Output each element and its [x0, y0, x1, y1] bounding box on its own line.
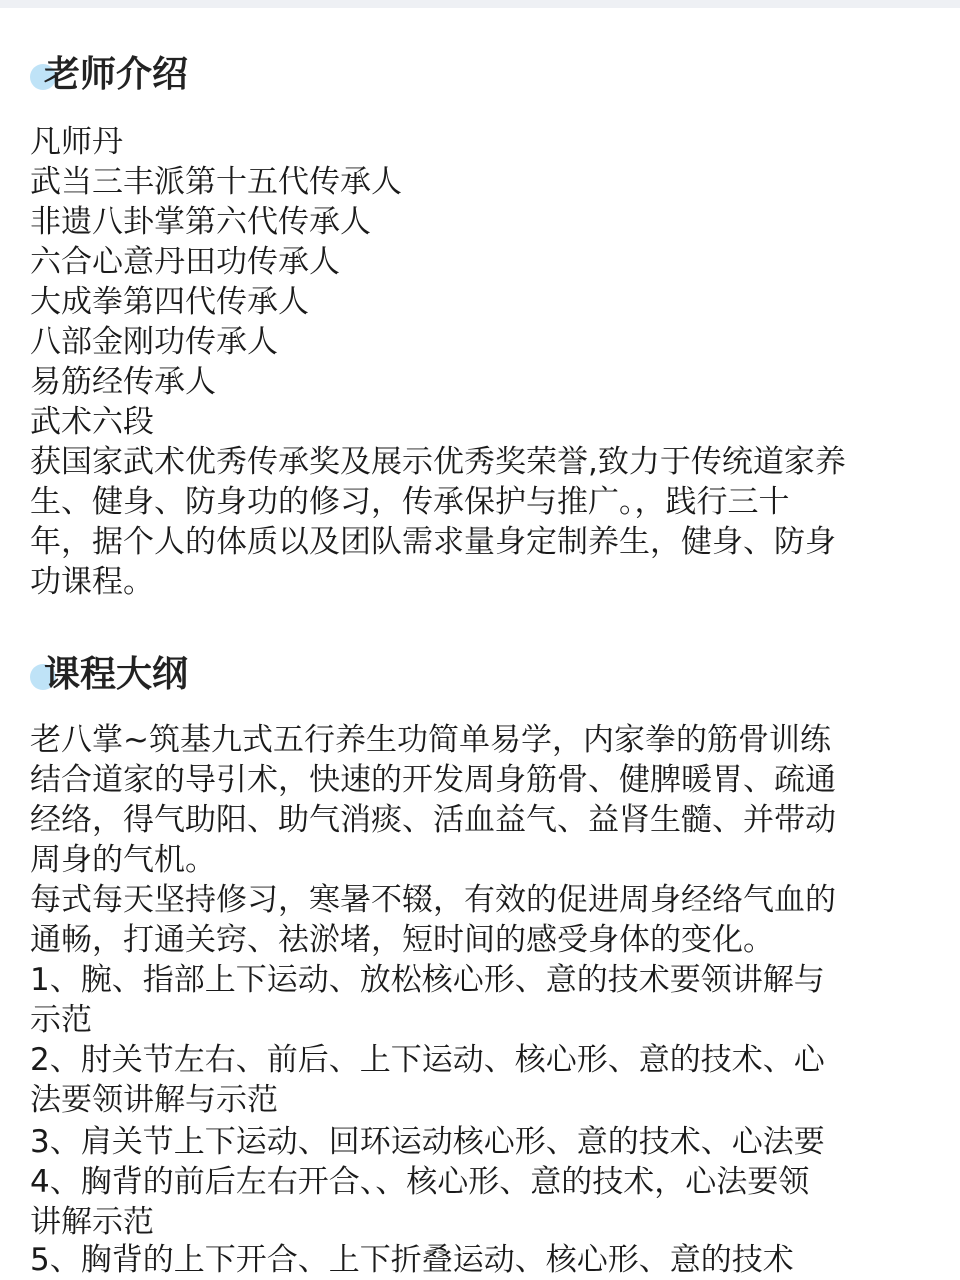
course-outline-text [30, 720, 950, 1120]
course-line: 2、肘关节左右、前后、上下运动、核心形、意的技术、心 [30, 1042, 825, 1078]
teacher-line: 年，据个人的体质以及团队需求量身定制养生，健身、防身 [30, 524, 836, 560]
course-line: 4、胸背的前后左右开合、、核心形、意的技术，心法要领 [30, 1164, 810, 1200]
course-clipped-line-text: 3、肩关节上下运动、回环运动核心形、意的技术、心法要 [30, 1124, 825, 1160]
teacher-line: 六合心意丹田功传承人 [30, 244, 340, 280]
teacher-heading-text: 老师介绍 [44, 54, 189, 95]
section-heading-teacher [30, 50, 188, 100]
course-outline-continued [30, 1162, 950, 1242]
teacher-line: 非遗八卦掌第六代传承人 [30, 204, 371, 240]
teacher-line: 大成拳第四代传承人 [30, 284, 309, 320]
teacher-line: 八部金刚功传承人 [30, 324, 278, 360]
course-line: 讲解示范 [30, 1204, 154, 1240]
teacher-line: 获国家武术优秀传承奖及展示优秀奖荣誉,致力于传统道家养 [30, 444, 846, 480]
course-line: 每式每天坚持修习，寒暑不辍，有效的促进周身经络气血的 [30, 882, 836, 918]
section-heading-course [30, 650, 188, 700]
teacher-line: 武当三丰派第十五代传承人 [30, 164, 402, 200]
course-bottom-clipped-line [30, 1240, 950, 1278]
top-bar [0, 0, 960, 8]
teacher-intro-text [30, 122, 950, 602]
teacher-line: 武术六段 [30, 404, 154, 440]
course-heading-text: 课程大纲 [44, 654, 189, 695]
teacher-line: 易筋经传承人 [30, 364, 216, 400]
course-line: 通畅，打通关窍、祛淤堵，短时间的感受身体的变化。 [30, 922, 774, 958]
course-line: 法要领讲解与示范 [30, 1082, 278, 1118]
course-bottom-clipped-line-text: 5、胸背的上下开合、上下折叠运动、核心形、意的技术 [30, 1242, 794, 1278]
teacher-line: 生、健身、防身功的修习，传承保护与推广。，践行三十 [30, 484, 790, 520]
course-line: 老八掌~筑基九式五行养生功简单易学，内家拳的筋骨训练 [30, 722, 831, 758]
course-line: 经络，得气助阳、助气消痰、活血益气、益肾生髓、并带动 [30, 802, 836, 838]
course-line: 示范 [30, 1002, 92, 1038]
course-line: 结合道家的导引术，快速的开发周身筋骨、健脾暖胃、疏通 [30, 762, 836, 798]
course-line: 1、腕、指部上下运动、放松核心形、意的技术要领讲解与 [30, 962, 825, 998]
course-line: 周身的气机。 [30, 842, 216, 878]
teacher-line: 凡师丹 [30, 124, 123, 160]
course-clipped-line [30, 1122, 950, 1160]
teacher-line: 功课程。 [30, 564, 154, 600]
